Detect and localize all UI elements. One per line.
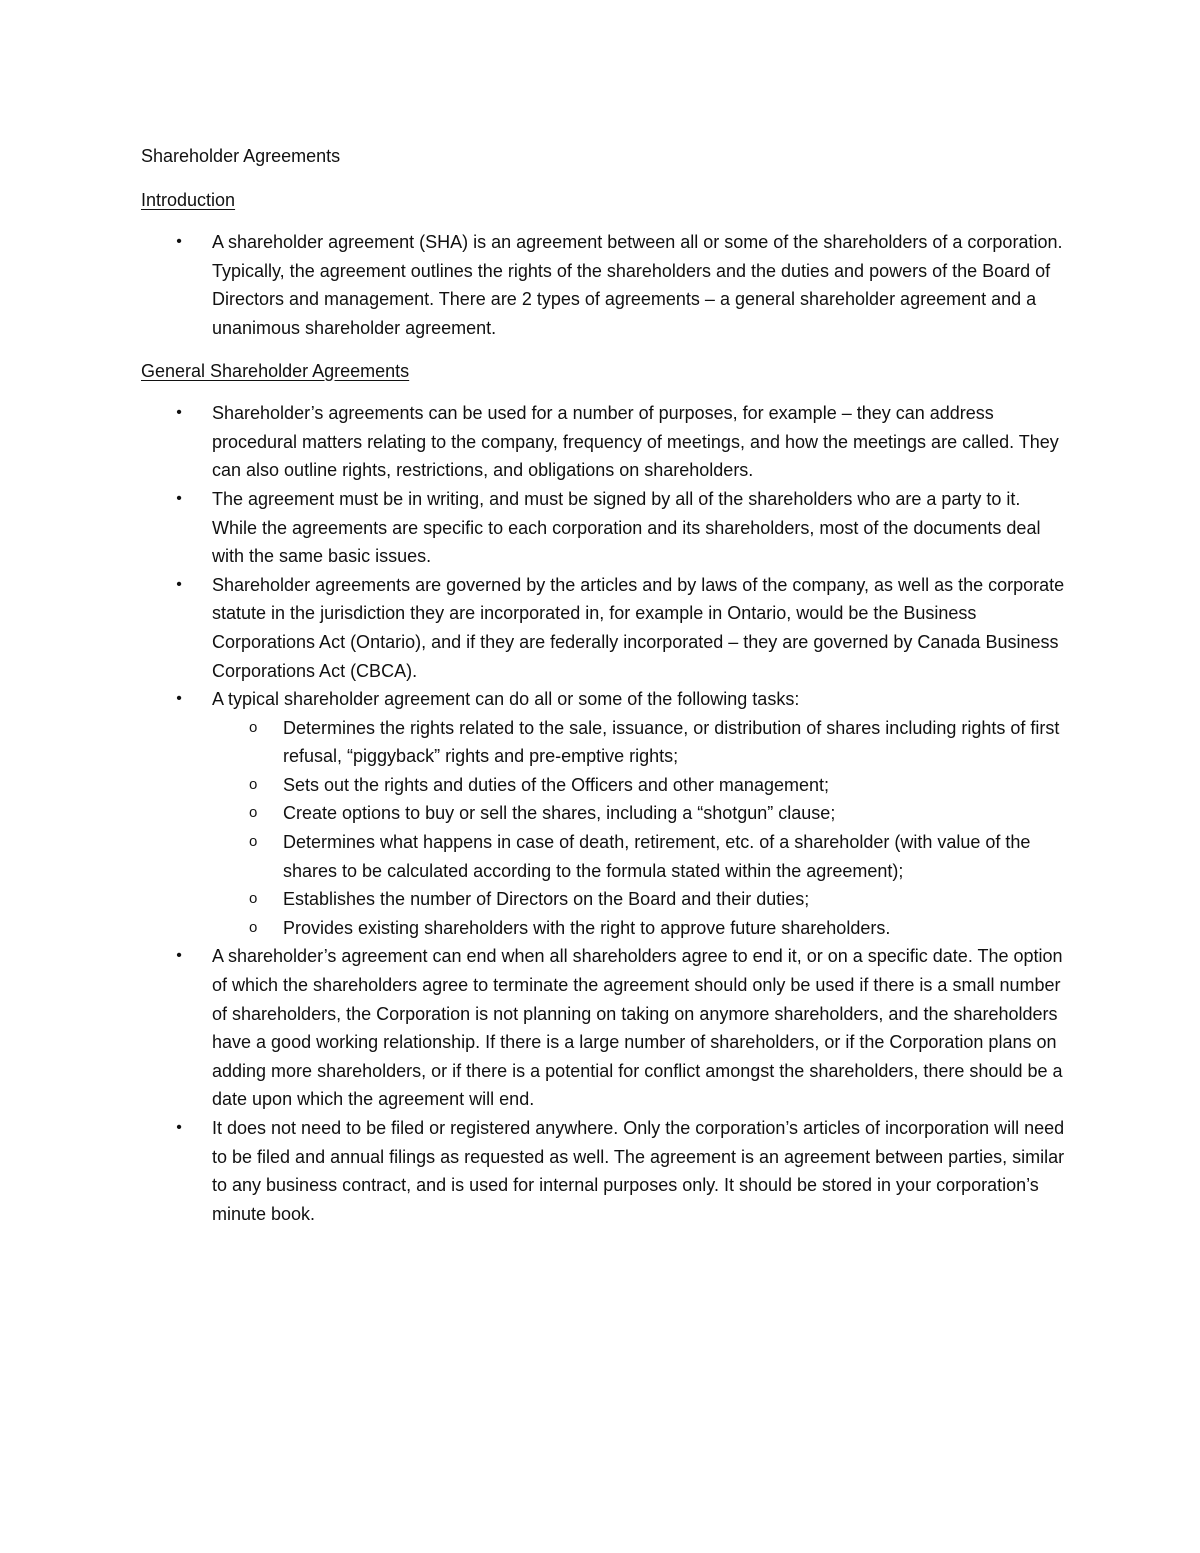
bullet-icon: • [176,947,182,965]
list-item-text: Shareholder agreements are governed by the articles and by laws of the company, as well as the corporate statute in the jurisdiction they are incorporated in, for example in Ontario, would be the Business Corporations Act (Ontario), and if they are federally incorporated – they are governed by Canada Business Corporations Act (CBCA). [212,574,1065,681]
list-item [141,685,1066,942]
sub-list-item-text: Determines the rights related to the sale, issuance, or distribution of shares including rights of first refusal, “piggyback” rights and pre-emptive rights; [283,717,1060,767]
list-item [141,571,1066,685]
sub-list-item [212,799,1066,828]
bullet-icon: • [176,575,182,593]
sub-list-item [212,828,1066,885]
sub-list-item-text: Sets out the rights and duties of the Officers and other management; [283,774,829,795]
general-agreements-bullet-list [141,399,1066,1228]
sub-list-item [212,771,1066,800]
sub-bullet-icon: o [249,775,258,793]
introduction-bullet-list [141,228,1066,342]
typical-tasks-sublist [212,714,1066,943]
bullet-icon: • [176,233,182,251]
sub-bullet-icon: o [249,804,258,822]
list-item [141,485,1066,571]
sub-bullet-icon: o [249,918,258,936]
section-heading-general-shareholder-agreements: General Shareholder Agreements [141,360,410,381]
bullet-icon: • [176,404,182,422]
sub-list-item [212,714,1066,771]
sub-list-item-text: Provides existing shareholders with the right to approve future shareholders. [283,917,891,938]
document-title: Shareholder Agreements [141,146,341,166]
sub-list-item-text: Create options to buy or sell the shares, including a “shotgun” clause; [283,803,836,824]
list-item-text: A shareholder agreement (SHA) is an agreement between all or some of the shareholders of a corporation. Typically, the agreement outlines the rights of the shareholders and the duties and powers of the Board of Directors and management. There are 2 types of agreements – a general shareholder agreement and a unanimous shareholder agreement. [212,232,1063,338]
sub-list-item [212,914,1066,943]
list-item [141,228,1066,342]
list-item-text: The agreement must be in writing, and must be signed by all of the shareholders who are a party to it. While the agreements are specific to each corporation and its shareholders, most of the documents deal with the same basic issues. [212,488,1041,567]
list-item [141,1114,1066,1228]
bullet-icon: • [176,1119,182,1136]
list-item-text: A typical shareholder agreement can do all or some of the following tasks: [212,689,800,710]
list-item-text: Shareholder’s agreements can be used for a number of purposes, for example – they can address procedural matters relating to the company, frequency of meetings, and how the meetings are called. They can also outline rights, restrictions, and obligations on shareholders. [212,403,1059,481]
bullet-icon: • [176,489,182,507]
list-item-text: A shareholder’s agreement can end when all shareholders agree to end it, or on a specific date. The option of which the shareholders agree to terminate the agreement should only be used if there is a small number of shareholders, the Corporation is not planning on taking on anymore shareholders, and the shareholders have a good working relationship. If there is a large number of shareholders, or if the Corporation plans on adding more shareholders, or if there is a potential for conflict amongst the shareholders, there should be a date upon which the agreement will end. [212,946,1063,1110]
sub-list-item [212,885,1066,914]
bullet-icon: • [176,690,182,708]
sub-list-item-text: Establishes the number of Directors on the Board and their duties; [283,889,810,910]
section-heading-introduction: Introduction [141,189,236,210]
list-item-text: It does not need to be filed or registered anywhere. Only the corporation’s articles of incorporation will need to be filed and annual filings as requested as well. The agreement is an agreement between parties, similar to any business contract, and is used for internal purposes only. It should be stored in your corporation’s minute book. [212,1118,1065,1224]
list-item [141,942,1066,1114]
list-item [141,399,1066,485]
sub-list-item-text: Determines what happens in case of death, retirement, etc. of a shareholder (with value of the shares to be calculated according to the formula stated within the agreement); [283,832,1031,881]
document-body [141,142,1066,1242]
sub-bullet-icon: o [249,833,258,851]
sub-bullet-icon: o [249,890,258,908]
sub-bullet-icon: o [249,718,258,736]
